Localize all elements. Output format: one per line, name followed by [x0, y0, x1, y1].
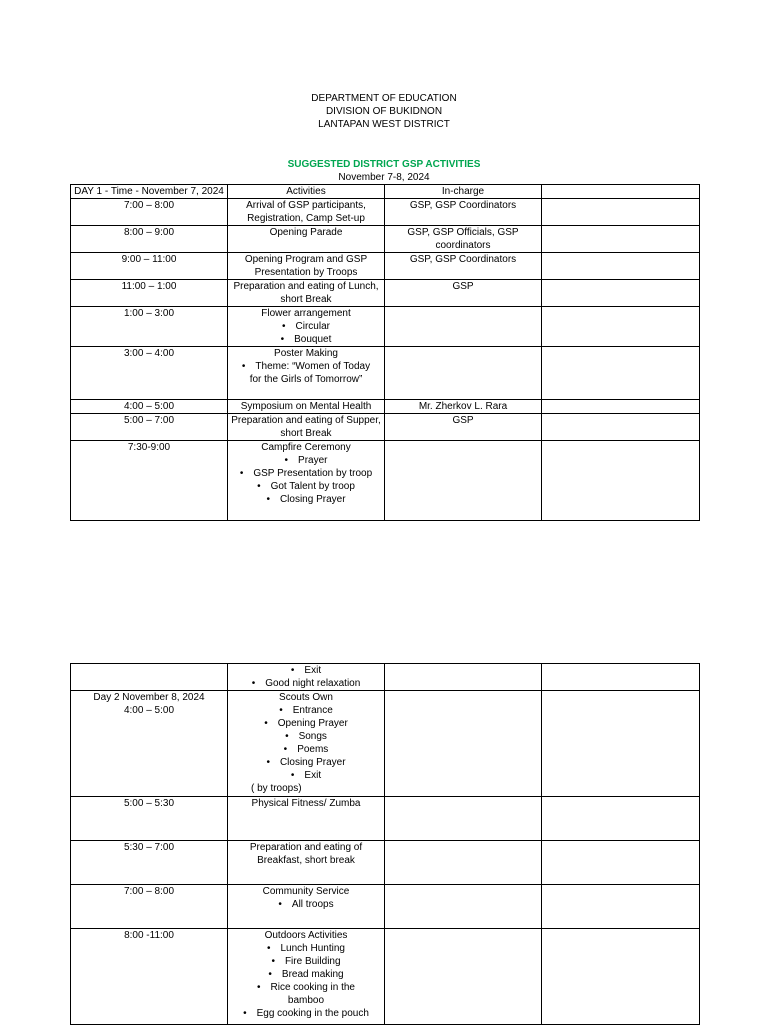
activity-cell: [228, 400, 385, 414]
time-cell: 7:00 – 8:00: [71, 199, 228, 226]
document-date: November 7-8, 2024: [338, 172, 430, 183]
time-cell: 11:00 – 1:00: [71, 280, 228, 307]
blank-cell: [542, 841, 700, 885]
activity-bullet: • Theme: “Women of Today for the Girls of Tomorrow”: [231, 360, 381, 386]
activity-bullet: • Closing Prayer: [231, 756, 381, 769]
blank-cell: [542, 347, 700, 400]
activity-bullet: • Bread making: [231, 968, 381, 981]
activity-bullet: • Prayer: [231, 454, 381, 467]
incharge-cell: [385, 929, 542, 1025]
incharge-cell: [385, 441, 542, 521]
time-cell: 3:00 – 4:00: [71, 347, 228, 400]
activity-bullet: • Good night relaxation: [231, 677, 381, 690]
table-row: [71, 226, 700, 253]
blank-cell: [542, 280, 700, 307]
incharge-cell: [385, 347, 542, 400]
blank-cell: [542, 691, 700, 797]
incharge-cell: [385, 797, 542, 841]
activity-note: ( by troops): [251, 783, 302, 794]
activity-label: Flower arrangement: [261, 308, 351, 319]
column-header: In-charge: [385, 185, 542, 199]
table-header-row: [71, 185, 700, 199]
document-title: SUGGESTED DISTRICT GSP ACTIVITIES: [287, 159, 481, 170]
table-row: [71, 400, 700, 414]
time-cell: [71, 929, 228, 1025]
table-row: [71, 441, 700, 521]
time-cell: [71, 664, 228, 691]
time-cell: [71, 691, 228, 797]
document-title-block: [0, 158, 768, 184]
column-header: DAY 1 - Time - November 7, 2024: [71, 185, 228, 199]
incharge-cell: GSP, GSP Officials, GSP coordinators: [385, 226, 542, 253]
activity-label: Preparation and eating of Lunch, short Break: [233, 281, 379, 305]
activity-bullet: • Circular: [231, 320, 381, 333]
blank-cell: [542, 307, 700, 347]
activity-cell: [228, 885, 385, 929]
table-row: [71, 841, 700, 885]
time-cell: [71, 885, 228, 929]
incharge-cell: [385, 841, 542, 885]
activity-label: Preparation and eating of Breakfast, short break: [249, 842, 363, 866]
activity-bullet: • Closing Prayer: [231, 493, 381, 506]
activity-cell: [228, 280, 385, 307]
table-row: [71, 797, 700, 841]
activity-cell: [228, 347, 385, 400]
time-cell: 4:00 – 5:00: [71, 400, 228, 414]
activity-bullet: • Entrance: [231, 704, 381, 717]
activity-cell: [228, 664, 385, 691]
incharge-cell: GSP, GSP Coordinators: [385, 199, 542, 226]
blank-cell: [542, 885, 700, 929]
activity-label: Opening Parade: [269, 227, 343, 238]
activity-bullet: • Got Talent by troop: [231, 480, 381, 493]
time-label: 7:00 – 8:00: [123, 886, 175, 897]
activity-label: Poster Making: [274, 348, 338, 359]
incharge-cell: [385, 885, 542, 929]
column-header: [542, 185, 700, 199]
activity-bullet: • Rice cooking in the bamboo: [231, 981, 381, 1007]
header-line-3: LANTAPAN WEST DISTRICT: [318, 119, 450, 130]
incharge-cell: GSP, GSP Coordinators: [385, 253, 542, 280]
time-label: 5:30 – 7:00: [123, 842, 175, 853]
activity-label: Symposium on Mental Health: [240, 401, 372, 412]
blank-cell: [542, 226, 700, 253]
day2-schedule-table: [70, 663, 700, 1025]
day1-schedule-table: [70, 184, 700, 521]
activity-bullet: • All troops: [231, 898, 381, 911]
activity-label: Campfire Ceremony: [261, 442, 351, 453]
activity-label: Scouts Own: [279, 692, 333, 703]
incharge-cell: GSP: [385, 414, 542, 441]
activity-bullet: • Exit: [231, 664, 381, 677]
time-cell: [71, 841, 228, 885]
activity-label: Opening Program and GSP Presentation by Troops: [244, 254, 368, 278]
time-cell: 9:00 – 11:00: [71, 253, 228, 280]
activity-bullet: • GSP Presentation by troop: [231, 467, 381, 480]
blank-cell: [542, 664, 700, 691]
table-row: [71, 253, 700, 280]
time-label-2: 4:00 – 5:00: [123, 705, 175, 716]
activity-bullet: • Songs: [231, 730, 381, 743]
incharge-cell: Mr. Zherkov L. Rara: [385, 400, 542, 414]
header-line-2: DIVISION OF BUKIDNON: [325, 106, 443, 117]
activity-bullet: • Egg cooking in the pouch: [231, 1007, 381, 1020]
activity-label: Physical Fitness/ Zumba: [251, 798, 361, 809]
incharge-cell: GSP: [385, 280, 542, 307]
time-label: 8:00 -11:00: [124, 930, 174, 941]
blank-cell: [542, 929, 700, 1025]
activity-label: Preparation and eating of Supper, short Break: [231, 415, 381, 439]
time-cell: 5:00 – 7:00: [71, 414, 228, 441]
activity-cell: [228, 797, 385, 841]
activity-bullet: • Opening Prayer: [231, 717, 381, 730]
incharge-cell: [385, 307, 542, 347]
activity-label: Outdoors Activities: [264, 930, 348, 941]
activity-bullet: • Exit: [231, 769, 381, 782]
blank-cell: [542, 400, 700, 414]
activity-cell: [228, 841, 385, 885]
blank-cell: [542, 253, 700, 280]
table-row: [71, 885, 700, 929]
column-header: Activities: [228, 185, 385, 199]
header-line-1: DEPARTMENT OF EDUCATION: [311, 93, 457, 104]
table-row: [71, 414, 700, 441]
activity-cell: [228, 929, 385, 1025]
table-row: [71, 199, 700, 226]
activity-bullet: • Fire Building: [231, 955, 381, 968]
blank-cell: [542, 414, 700, 441]
incharge-cell: [385, 664, 542, 691]
activity-label: Community Service: [262, 886, 350, 897]
time-cell: 7:30-9:00: [71, 441, 228, 521]
activity-cell: [228, 199, 385, 226]
activity-cell: [228, 226, 385, 253]
activity-label: Arrival of GSP participants, Registration, Camp Set-up: [246, 200, 366, 224]
time-cell: 1:00 – 3:00: [71, 307, 228, 347]
table-row: [71, 347, 700, 400]
time-label: 5:00 – 5:30: [123, 798, 175, 809]
activity-bullet: • Poems: [231, 743, 381, 756]
activity-cell: [228, 691, 385, 797]
table-row: [71, 691, 700, 797]
activity-cell: [228, 441, 385, 521]
incharge-cell: [385, 691, 542, 797]
table-row: [71, 307, 700, 347]
table-row: [71, 280, 700, 307]
blank-cell: [542, 797, 700, 841]
time-cell: 8:00 – 9:00: [71, 226, 228, 253]
time-label: Day 2 November 8, 2024: [93, 692, 205, 703]
activity-cell: [228, 307, 385, 347]
activity-bullet: • Lunch Hunting: [231, 942, 381, 955]
activity-bullet: • Bouquet: [231, 333, 381, 346]
blank-cell: [542, 199, 700, 226]
blank-cell: [542, 441, 700, 521]
department-heading: [0, 92, 768, 131]
table-row: [71, 929, 700, 1025]
table-row: [71, 664, 700, 691]
activity-cell: [228, 414, 385, 441]
activity-cell: [228, 253, 385, 280]
time-cell: [71, 797, 228, 841]
